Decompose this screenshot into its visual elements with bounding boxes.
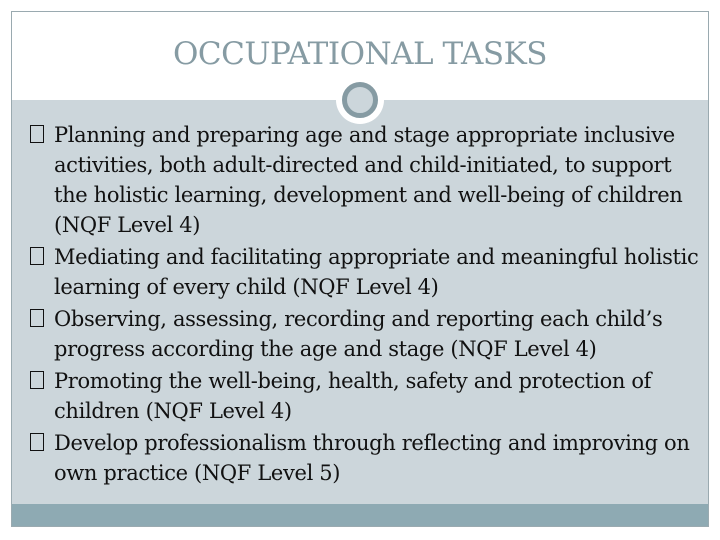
bullet-item: [30, 366, 706, 426]
slide-content: [30, 120, 706, 490]
bullet-text: Observing, assessing, recording and reporting each child’s progress according the age and stage (NQF Level 4): [54, 307, 663, 361]
footer-bar: [12, 504, 708, 526]
slide-title: OCCUPATIONAL TASKS: [173, 36, 547, 72]
box-bullet-icon: [30, 371, 44, 389]
box-bullet-icon: [30, 125, 44, 143]
bullet-list: [30, 120, 706, 488]
box-bullet-icon: [30, 309, 44, 327]
bullet-item: [30, 120, 706, 240]
box-bullet-icon: [30, 247, 44, 265]
bullet-text: Develop professionalism through reflecting and improving on own practice (NQF Level 5): [54, 431, 690, 485]
bullet-item: [30, 304, 706, 364]
circle-ornament-icon: [342, 82, 378, 118]
bullet-text: Planning and preparing age and stage appropriate inclusive activities, both adult-directed and child-initiated, to support the holistic learning, development and well-being of children (NQF Level 4): [54, 123, 683, 237]
box-bullet-icon: [30, 433, 44, 451]
bullet-item: [30, 428, 706, 488]
bullet-item: [30, 242, 706, 302]
bullet-text: Mediating and facilitating appropriate and meaningful holistic learning of every child (NQF Level 4): [54, 245, 699, 299]
bullet-text: Promoting the well-being, health, safety and protection of children (NQF Level 4): [54, 369, 652, 423]
